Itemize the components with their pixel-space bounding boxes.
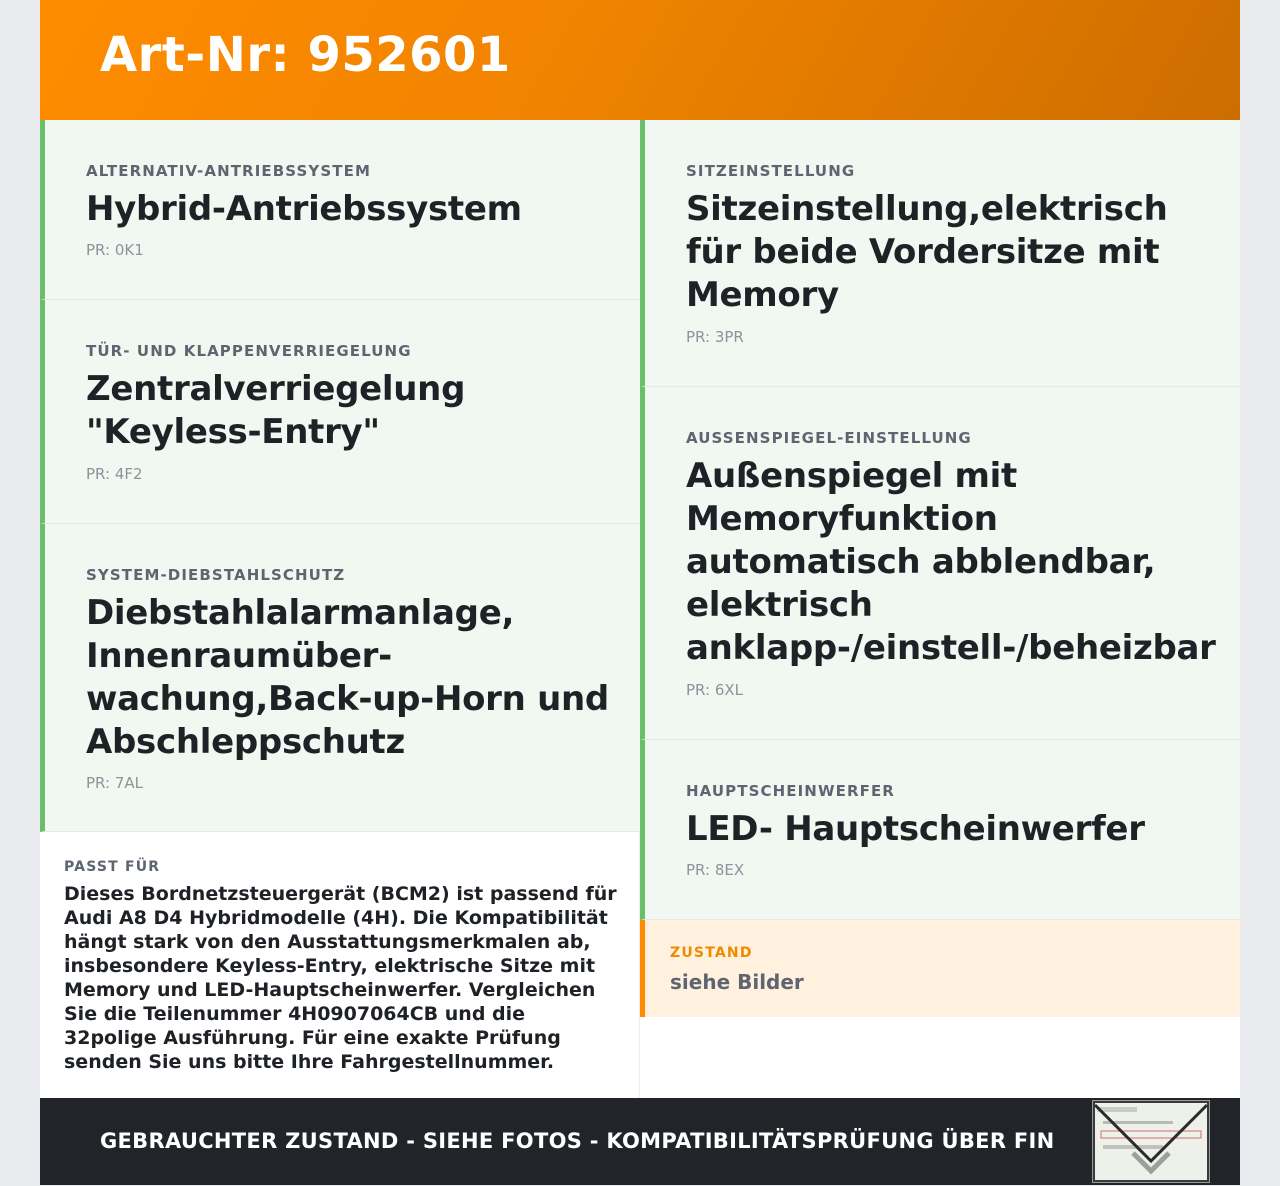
compatibility-text: Dieses Bordnetzsteuergerät (BCM2) ist passend für Audi A8 D4 Hybridmodelle (4H). Die Kompatibilität hängt stark von den Ausstattungsmerkmalen ab, insbesondere Keyless-Entry, elektrische Sitze mit Memory und LED-Hauptscheinwerfer. Vergleichen Sie die Teilenummer 4H0907064CB und die 32polige Ausführung. Für eine exakte Prüfung senden Sie uns bitte Ihre Fahrgestellnummer. [64, 883, 617, 1073]
footer-text: GEBRAUCHTER ZUSTAND - SIEHE FOTOS - KOMPATIBILITÄTSPRÜFUNG ÜBER FIN [100, 1129, 1055, 1153]
feature-pr-code: PR: 8EX [686, 861, 745, 879]
feature-pr-code: PR: 3PR [686, 328, 744, 346]
feature-category: TÜR- UND KLAPPENVERRIEGELUNG [86, 342, 412, 360]
feature-pr-code: PR: 4F2 [86, 465, 143, 483]
feature-pr-code: PR: 0K1 [86, 241, 144, 259]
document-thumbnail-image [1092, 1100, 1210, 1183]
feature-category: ALTERNATIV-ANTRIEBSSYSTEM [86, 162, 371, 180]
feature-card-mirrors [640, 387, 1240, 740]
feature-card-headlights [640, 740, 1240, 920]
footer-bar [40, 1098, 1240, 1185]
feature-pr-code: PR: 7AL [86, 774, 143, 792]
compatibility-section [40, 832, 640, 1098]
feature-pr-code: PR: 6XL [686, 681, 744, 699]
condition-value: siehe Bilder [670, 970, 804, 994]
feature-columns [40, 120, 1240, 1098]
feature-category: HAUPTSCHEINWERFER [686, 782, 895, 800]
feature-card-seats [640, 120, 1240, 387]
product-sheet [40, 0, 1240, 1185]
feature-value: Zentralverriegelung "Keyless-Entry" [86, 369, 466, 452]
feature-value: LED- Hauptscheinwerfer [686, 809, 1145, 849]
feature-category: SYSTEM-DIEBSTAHLSCHUTZ [86, 566, 346, 584]
feature-value: Hybrid-Antriebssystem [86, 189, 522, 229]
article-number-title: Art-Nr: 952601 [100, 27, 511, 83]
feature-card-antitheft [40, 524, 640, 832]
condition-box [640, 920, 1240, 1017]
feature-card-drive [40, 120, 640, 300]
envelope-icon [1093, 1101, 1209, 1182]
compatibility-label: PASST FÜR [64, 859, 161, 875]
feature-category: AUSSENSPIEGEL-EINSTELLUNG [686, 429, 972, 447]
feature-value: Sitzeinstellung,elektrisch für beide Vordersitze mit Memory [686, 189, 1168, 315]
condition-label: ZUSTAND [670, 945, 753, 961]
feature-category: SITZEINSTELLUNG [686, 162, 856, 180]
header-bar [40, 0, 1240, 120]
feature-card-locking [40, 300, 640, 524]
feature-value: Diebstahlalarmanlage, Innenraumüber-wachung,Back-up-Horn und Abschleppschutz [86, 593, 609, 762]
feature-value: Außenspiegel mit Memoryfunktion automatisch abblendbar, elektrisch anklapp-/einstell-/beheizbar [686, 456, 1216, 668]
